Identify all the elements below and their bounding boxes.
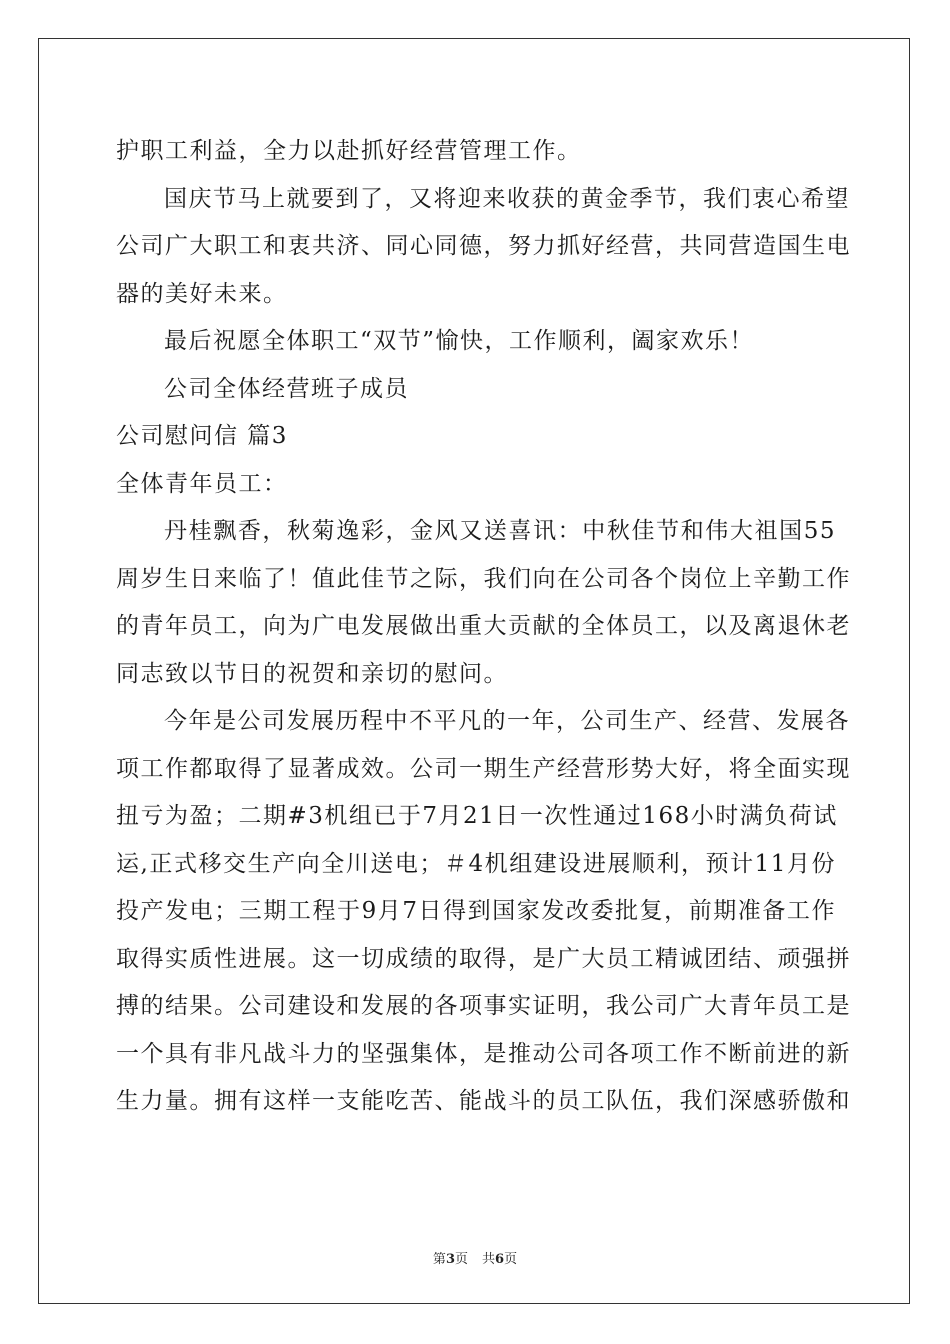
text-line: 丹桂飘香，秋菊逸彩，金风又送喜讯：中秋佳节和伟大祖国55 [164,518,836,544]
page-prefix: 第 [432,1252,446,1267]
text-line: 最后祝愿全体职工“双节”愉快，工作顺利，阖家欢乐！ [164,328,755,354]
text-line: 扭亏为盈；二期#3机组已于7月21日一次性通过168小时满负荷试 [116,803,838,829]
page-suffix: 页 [454,1252,468,1267]
page-current: 3 [445,1252,455,1267]
text-line: 今年是公司发展历程中不平凡的一年，公司生产、经营、发展各 [164,708,850,734]
page-total: 6 [495,1252,505,1267]
total-prefix: 共 [482,1252,496,1267]
text-line: 的青年员工，向为广电发展做出重大贡献的全体员工，以及离退休老 [116,613,851,639]
document-body [116,128,851,1126]
text-line: 公司广大职工和衷共济、同心同德，努力抓好经营，共同营造国生电 [116,233,851,259]
total-suffix: 页 [504,1252,518,1267]
page-footer [0,1248,950,1267]
text-line: 器的美好未来。 [116,280,288,307]
text-line: 护职工利益，全力以赴抓好经营管理工作。 [116,138,582,164]
text-line: 搏的结果。公司建设和发展的各项事实证明，我公司广大青年员工是 [116,993,851,1019]
text-line: 项工作都取得了显著成效。公司一期生产经营形势大好，将全面实现 [116,755,851,782]
text-line: 投产发电；三期工程于9月7日得到国家发改委批复，前期准备工作 [116,898,836,924]
text-line: 国庆节马上就要到了，又将迎来收获的黄金季节，我们衷心希望 [164,185,850,212]
text-line: 生力量。拥有这样一支能吃苦、能战斗的员工队伍，我们深感骄傲和 [116,1088,851,1114]
text-line: 同志致以节日的祝贺和亲切的慰问。 [116,660,508,687]
text-line: 公司全体经营班子成员 [164,375,409,402]
text-line: 周岁生日来临了！值此佳节之际，我们向在公司各个岗位上辛勤工作 [116,565,851,592]
text-line: 一个具有非凡战斗力的坚强集体，是推动公司各项工作不断前进的新 [116,1040,851,1067]
text-line: 全体青年员工： [116,470,288,497]
text-line: 公司慰问信 篇3 [116,423,288,449]
text-line: 取得实质性进展。这一切成绩的取得，是广大员工精诚团结、顽强拼 [116,945,851,972]
text-line: 运,正式移交生产向全川送电；＃4机组建设进展顺利，预计11月份 [116,850,836,877]
